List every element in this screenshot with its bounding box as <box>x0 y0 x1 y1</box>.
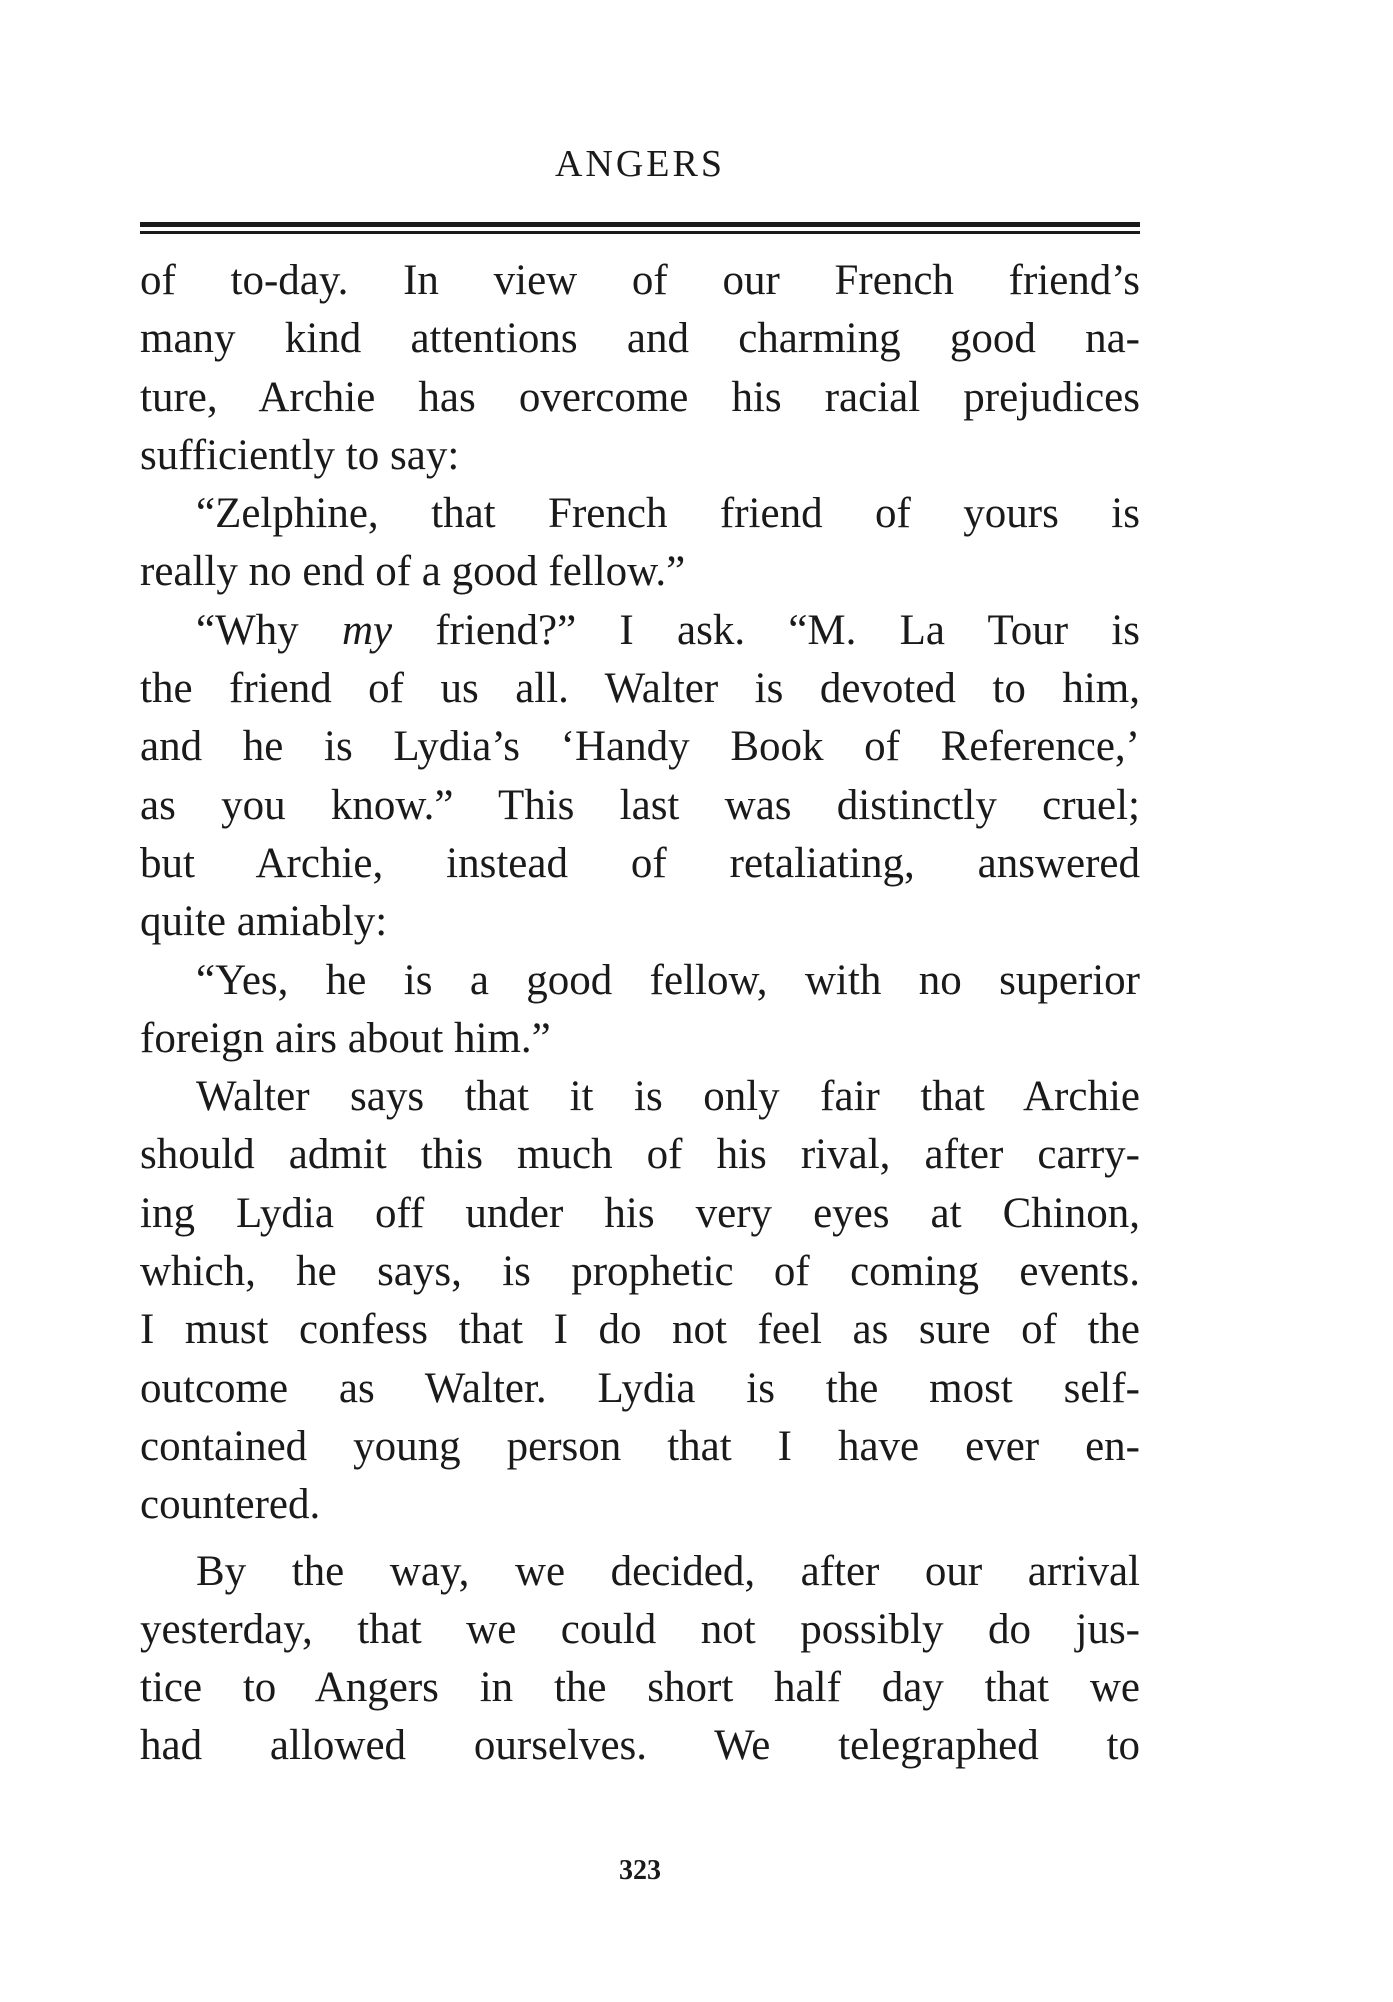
text-line: quite amiably: <box>140 898 388 946</box>
text-line: sufficiently to say: <box>140 431 460 479</box>
text-line: but Archie, instead of retaliating, answered <box>140 839 1140 887</box>
running-head: ANGERS <box>554 143 726 185</box>
text-line-with-italic: “Why my friend?” I ask. “M. La Tour is <box>196 606 1141 654</box>
text-line: tice to Angers in the short half day that we <box>140 1664 1140 1712</box>
text-line: ture, Archie has overcome his racial prejudices <box>140 373 1140 421</box>
text-line: had allowed ourselves. We telegraphed to <box>140 1722 1140 1770</box>
italic-word: my <box>341 606 393 654</box>
text-line: By the way, we decided, after our arrival <box>196 1547 1140 1595</box>
text-line: “Yes, he is a good fellow, with no superior <box>196 956 1140 1004</box>
text-line: the friend of us all. Walter is devoted to him, <box>140 665 1140 713</box>
text-line: really no end of a good fellow.” <box>140 548 686 596</box>
text-line: ing Lydia off under his very eyes at Chinon, <box>140 1189 1140 1237</box>
text-line: yesterday, that we could not possibly do jus- <box>140 1605 1140 1653</box>
header-rule-thin <box>140 231 1140 234</box>
text-line: foreign airs about him.” <box>140 1014 551 1062</box>
text-line: Walter says that it is only fair that Archie <box>196 1073 1140 1121</box>
text-line: contained young person that I have ever en- <box>140 1422 1140 1470</box>
text-line: should admit this much of his rival, after carry- <box>140 1131 1140 1179</box>
page-number: 323 <box>619 1855 661 1886</box>
text-line: outcome as Walter. Lydia is the most self- <box>140 1364 1140 1412</box>
text-line: many kind attentions and charming good na- <box>140 315 1140 363</box>
text-line: I must confess that I do not feel as sure of the <box>140 1306 1140 1354</box>
text-line: countered. <box>140 1481 321 1529</box>
text-line: of to-day. In view of our French friend’s <box>140 257 1140 304</box>
text-line: which, he says, is prophetic of coming events. <box>140 1248 1140 1296</box>
text-line: as you know.” This last was distinctly cruel; <box>140 781 1140 829</box>
body-text <box>140 252 1140 1776</box>
header-rule <box>140 222 1140 234</box>
text-line: and he is Lydia’s ‘Handy Book of Reference,’ <box>140 723 1140 771</box>
text-line: “Zelphine, that French friend of yours is <box>196 490 1140 538</box>
